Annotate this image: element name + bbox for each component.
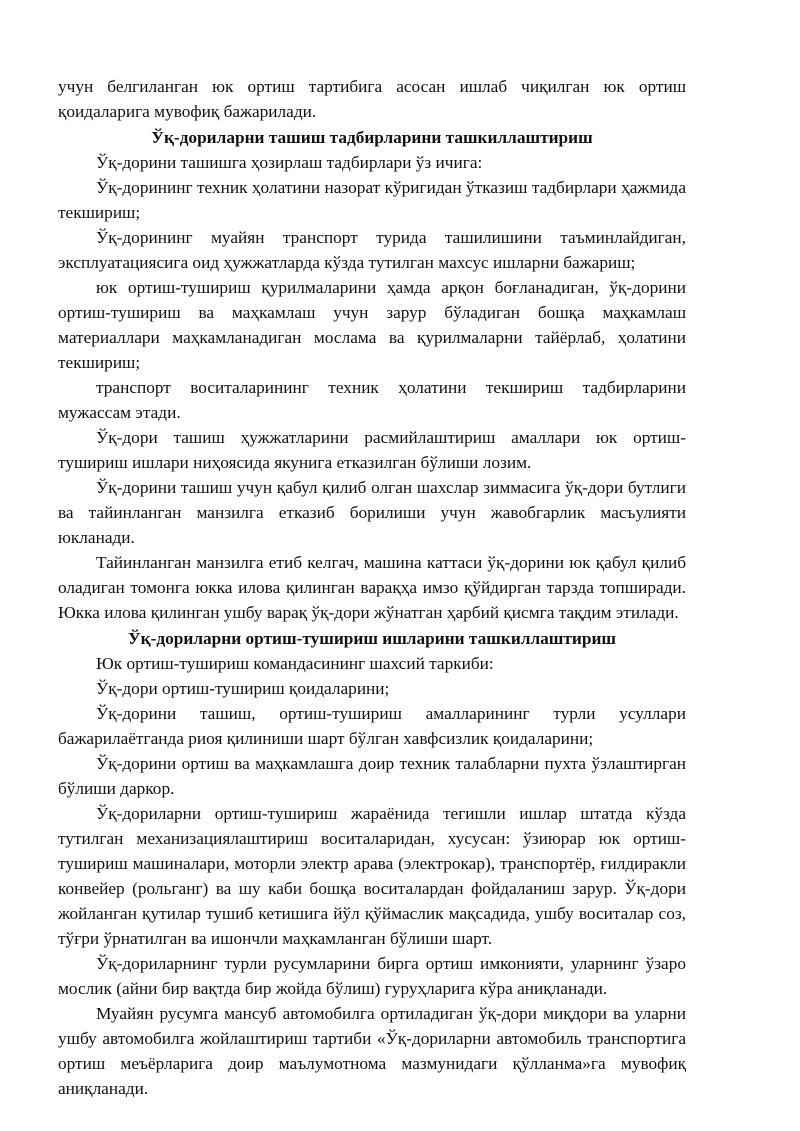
document-page bbox=[58, 74, 686, 1101]
paragraph: Юк ортиш-тушириш командасининг шахсий таркиби: bbox=[96, 654, 494, 673]
section-heading-loading: Ўқ-дориларни ортиш-тушириш ишларини ташкиллаштириш bbox=[127, 629, 617, 648]
paragraph: юк ортиш-тушириш қурилмаларини ҳамда арқон боғланадиган, ўқ-дорини ортиш-тушириш ва маҳкамлаш учун зарур бўладиган бошқа маҳкамлаш материаллари маҳкамланадиган мослама ва қурилмаларни тайёрлаб, ҳолатини текшириш; bbox=[58, 278, 686, 372]
paragraph: Ўқ-дори ортиш-тушириш қоидаларини; bbox=[96, 679, 390, 698]
paragraph-continuation: учун белгиланган юк ортиш тартибига асосан ишлаб чиқилган юк ортиш қоидаларига мувофиқ бажарилади. bbox=[58, 77, 686, 121]
paragraph: Муайян русумга мансуб автомобилга ортиладиган ўқ-дори миқдори ва уларни ушбу автомобилга жойлаштириш тартиби «Ўқ-дориларни автомобиль транспортига ортиш меъёрларига доир маълумотнома мазмунидаги қўлланма»га мувофиқ аниқланади. bbox=[58, 1004, 686, 1098]
paragraph: транспорт воситаларининг техник ҳолатини текшириш тадбирларини мужассам этади. bbox=[58, 378, 686, 422]
paragraph: Ўқ-дориларнинг турли русумларини бирга ортиш имконияти, уларнинг ўзаро мослик (айни бир вақтда бир жойда бўлиш) гуруҳларига кўра аниқланади. bbox=[58, 954, 686, 998]
paragraph: Ўқ-дорини ташишга ҳозирлаш тадбирлари ўз ичига: bbox=[96, 153, 483, 172]
paragraph: Ўқ-дори ташиш ҳужжатларини расмийлаштириш амаллари юк ортиш-тушириш ишлари ниҳоясида якунига етказилган бўлиши лозим. bbox=[58, 428, 686, 472]
paragraph: Тайинланган манзилга етиб келгач, машина каттаси ўқ-дорини юк қабул қилиб оладиган томонга юкка илова қилинган варақҳа имзо қўйдирган тарзда топширади. Юкка илова қилинган ушбу варақ ўқ-дори жўнатган ҳарбий қисмга тақдим этилади. bbox=[58, 553, 686, 622]
paragraph: Ўқ-дорининг муайян транспорт турида ташилишини таъминлайдиган, эксплуатациясига оид ҳужжатларда кўзда тутилган махсус ишларни бажариш; bbox=[58, 228, 686, 272]
paragraph: Ўқ-дорининг техник ҳолатини назорат кўригидан ўтказиш тадбирлари ҳажмида текшириш; bbox=[58, 178, 686, 222]
paragraph: Ўқ-дорини ташиш, ортиш-тушириш амалларининг турли усуллари бажарилаётганда риоя қилиниши шарт бўлган хавфсизлик қоидаларини; bbox=[58, 704, 686, 748]
paragraph: Ўқ-дорини ортиш ва маҳкамлашга доир техник талабларни пухта ўзлаштирган бўлиши даркор. bbox=[58, 754, 686, 798]
paragraph: Ўқ-дориларни ортиш-тушириш жараёнида тегишли ишлар штатда кўзда тутилган механизациялаштириш воситаларидан, хусусан: ўзиюрар юк ортиш-тушириш машиналари, моторли электр арава (электрокар), транспортёр, ғилдиракли конвейер (рольганг) ва шу каби бошқа воситалардан фойдаланиш зарур. Ўқ-дори жойланган қутилар тушиб кетишига йўл қўймаслик мақсадида, ушбу воситалар соз, тўғри ўрнатилган ва ишончли маҳкамланган бўлиши шарт. bbox=[58, 804, 686, 948]
paragraph: Ўқ-дорини ташиш учун қабул қилиб олган шахслар зиммасига ўқ-дори бутлиги ва тайинланган манзилга етказиб борилиши учун жавобгарлик масъулияти юкланади. bbox=[58, 478, 686, 547]
section-heading-transport: Ўқ-дориларни ташиш тадбирларини ташкиллаштириш bbox=[151, 128, 593, 147]
